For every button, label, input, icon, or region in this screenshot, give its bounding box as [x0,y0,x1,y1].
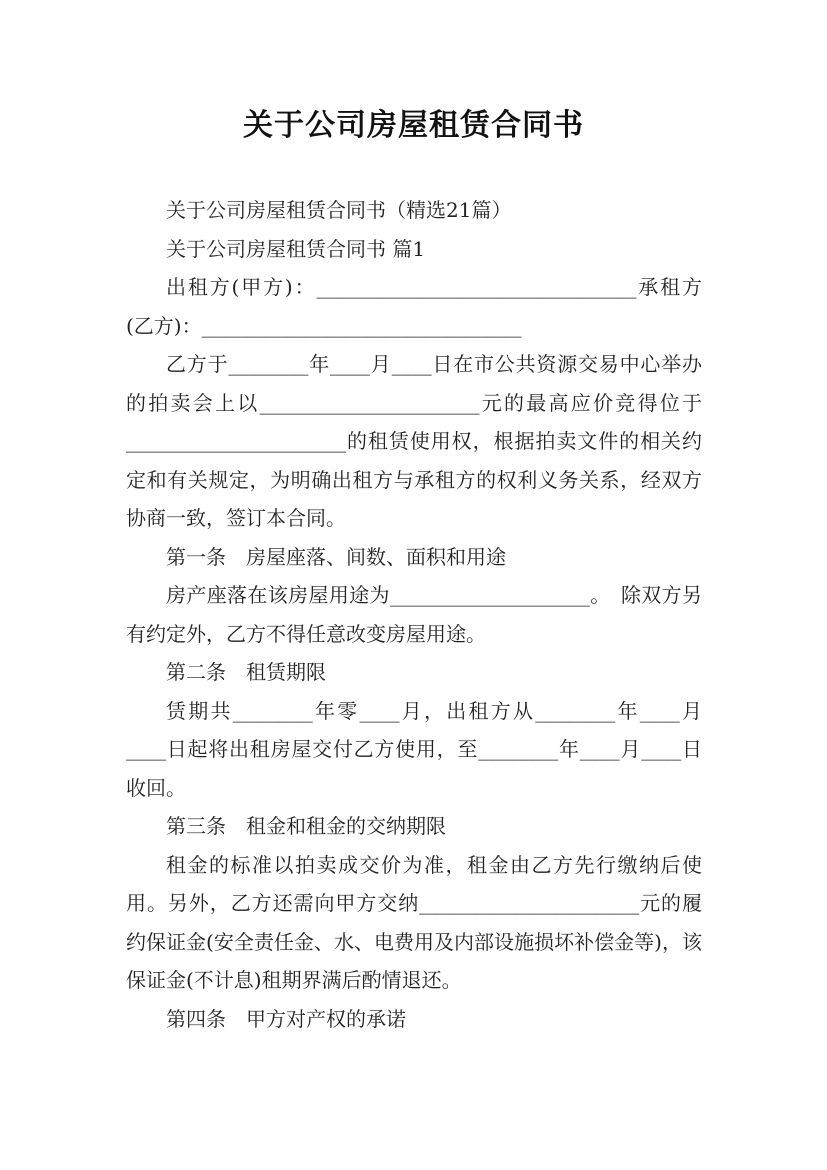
article-4-heading: 第四条 甲方对产权的承诺 [166,1006,406,1031]
paragraph-parties: 出租方(甲方)：________________________________承租方(乙方)：________________________________ [126,275,702,338]
paragraph-section-heading: 关于公司房屋租赁合同书 篇1 [166,236,426,261]
document-body [126,191,702,1038]
paragraph-auction: 乙方于________年____月____日在市公共资源交易中心举办的拍卖会上以______________________元的最高应价竞得位于______________________的租赁使用权，根据拍卖文件的相关约定和有关规定，为明确出租方与承租方的权利义务关系，经双方协商一致，签订本合同。 [126,352,702,530]
article-2-body: 赁期共________年零____月，出租方从________年____月____日起将出租房屋交付乙方使用，至________年____月____日收回。 [126,698,702,800]
article-1-body: 房产座落在该房屋用途为____________________。 除双方另有约定外，乙方不得任意改变房屋用途。 [126,583,702,646]
article-3-heading: 第三条 租金和租金的交纳期限 [166,814,446,838]
paragraph-subtitle: 关于公司房屋租赁合同书（精选21篇） [166,198,512,222]
document-title: 关于公司房屋租赁合同书 [243,108,584,143]
article-3-body: 租金的标准以拍卖成交价为准，租金由乙方先行缴纳后使用。另外，乙方还需向甲方交纳______________________元的履约保证金(安全责任金、水、电费用及内部设施损坏补偿金等)，该保证金(不计息)租期界满后酌情退还。 [126,852,702,992]
article-1-heading: 第一条 房屋座落、间数、面积和用途 [166,544,506,569]
article-2-heading: 第二条 租赁期限 [166,660,326,684]
